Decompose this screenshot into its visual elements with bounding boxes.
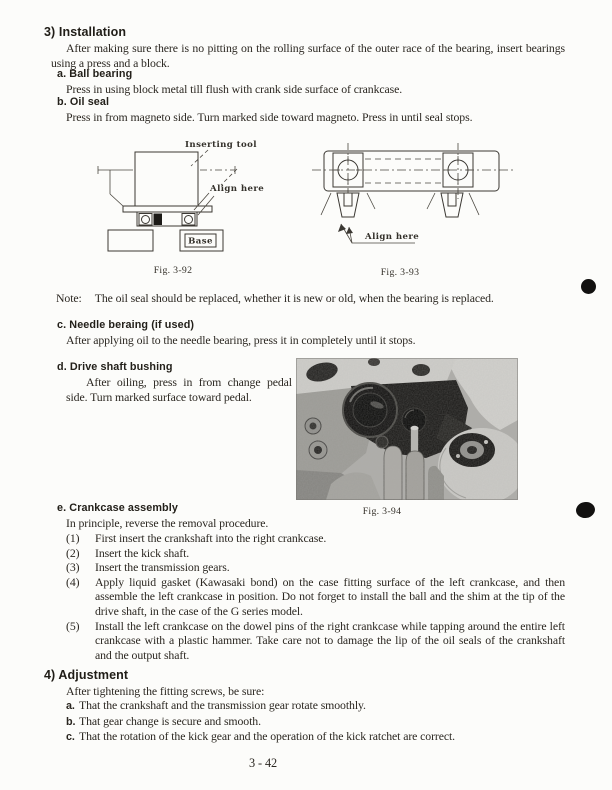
figure-393-diagram <box>307 139 519 261</box>
step-number: (5) <box>66 618 80 633</box>
oil-seal-text: Press in from magneto side. Turn marked side toward magneto. Press in until seal stops. <box>66 110 473 124</box>
crankcase-assembly-label: e. Crankcase assembly <box>57 502 178 514</box>
figure-394-photo <box>296 358 518 500</box>
step-text: Insert the transmission gears. <box>95 560 230 575</box>
drive-shaft-bushing-label: d. Drive shaft bushing <box>57 361 173 373</box>
step-text: Apply liquid gasket (Kawasaki bond) on the case fitting surface of the left crankcase, and then assemble the left crankcase in position. Do not forget to install the ball and the shim at the tip of the drive shaft, in the case of the G series model. <box>95 574 565 618</box>
installation-intro: After making sure there is no pitting on the rolling surface of the outer race of the bearing, insert bearings using a press and a block. <box>51 41 565 70</box>
crankcase-step <box>66 575 565 619</box>
item-text: That the crankshaft and the transmission gear rotate smoothly. <box>79 698 366 712</box>
adjustment-item <box>66 729 571 745</box>
oil-seal-label: b. Oil seal <box>57 96 110 108</box>
item-text: That the rotation of the kick gear and the operation of the kick ratchet are correct. <box>79 729 456 744</box>
step-number: (3) <box>66 560 80 575</box>
adjustment-item <box>66 698 571 714</box>
adjustment-item <box>66 714 571 730</box>
note-label: Note: <box>56 291 82 305</box>
crankcase-step <box>66 546 565 561</box>
item-text: That gear change is secure and smooth. <box>79 713 261 728</box>
crankcase-step <box>66 619 565 663</box>
step-number: (1) <box>66 531 80 545</box>
fig392-label-base: Base <box>188 236 213 247</box>
binder-dot <box>575 501 596 519</box>
step-text: Install the left crankcase on the dowel pins of the right crankcase while tapping around the entire left crankcase with a plastic hammer. Take care not to damage the lip of the oil seals of the crankshaft and the output shaft. <box>95 618 565 662</box>
section-installation-heading: 3) Installation <box>44 25 127 39</box>
fig394-caption: Fig. 3-94 <box>362 506 402 517</box>
ball-bearing-label: a. Ball bearing <box>57 68 133 80</box>
adjustment-intro: After tightening the fitting screws, be sure: <box>66 684 265 698</box>
needle-bearing-text: After applying oil to the needle bearing, press it in completely until it stops. <box>66 333 416 347</box>
page-number: 3 - 42 <box>248 756 278 770</box>
crankcase-step <box>66 560 565 575</box>
crankcase-steps <box>66 531 565 662</box>
note-text: The oil seal should be replaced, whether it is new or old, when the bearing is replaced. <box>94 291 494 305</box>
step-number: (2) <box>66 545 80 560</box>
fig392-caption: Fig. 3-92 <box>153 265 193 276</box>
fig393-caption: Fig. 3-93 <box>380 267 420 278</box>
crankcase-step <box>66 531 565 546</box>
item-marker: c. <box>66 731 75 744</box>
item-marker: b. <box>66 715 76 728</box>
crankcase-assembly-intro: In principle, reverse the removal procedure. <box>66 516 269 530</box>
step-number: (4) <box>66 574 80 589</box>
fig392-label-inserting-tool: Inserting tool <box>185 140 257 150</box>
binder-dot <box>581 279 596 294</box>
step-text: First insert the crankshaft into the right crankcase. <box>95 531 327 545</box>
needle-bearing-label: c. Needle beraing (if used) <box>57 319 195 331</box>
section-adjustment-heading: 4) Adjustment <box>44 668 129 682</box>
note-line <box>56 291 494 306</box>
item-marker: a. <box>66 700 75 712</box>
adjustment-items <box>66 698 571 745</box>
fig393-label-align-here: Align here <box>365 232 420 242</box>
fig392-label-align-here: Align here <box>210 184 265 194</box>
drive-shaft-bushing-text: After oiling, press in from change pedal side. Turn marked surface toward pedal. <box>66 375 292 404</box>
step-text: Insert the kick shaft. <box>95 545 190 560</box>
figure-392-diagram <box>85 139 301 265</box>
ball-bearing-text: Press in using block metal till flush with crank side surface of crankcase. <box>66 82 403 96</box>
